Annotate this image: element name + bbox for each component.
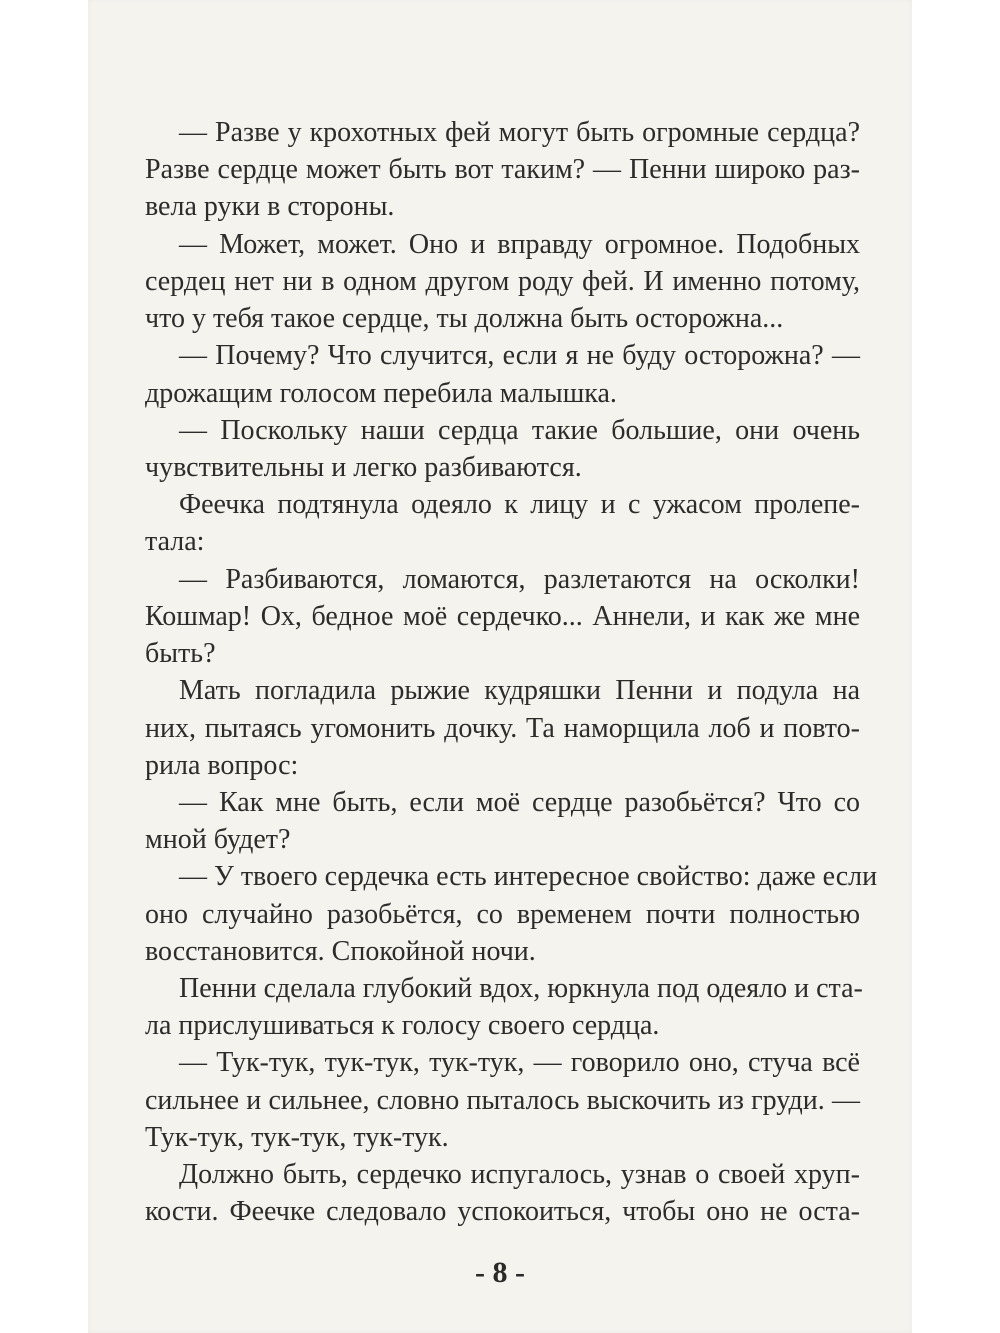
text-line: восстановится. Спокойной ночи. [145,935,536,967]
book-page [88,0,912,1333]
text-line: дрожащим голосом перебила малышка. [145,377,617,409]
text-line: — Может, может. Оно и вправду огромное. Подобных [179,228,860,260]
text-line: тала: [145,526,205,558]
text-line: рила вопрос: [145,749,299,781]
text-line: вела руки в стороны. [145,191,395,223]
text-line: мной будет? [145,824,291,856]
text-line: Пенни сделала глубокий вдох, юркнула под одеяло и ста- [179,973,863,1005]
text-line: — Тук-тук, тук-тук, тук-тук, — говорило оно, стуча всё [179,1047,860,1079]
text-line: Разве сердце может быть вот таким? — Пенни широко раз- [145,154,860,186]
text-line: сильнее и сильнее, словно пыталось выскочить из груди. — [145,1084,860,1116]
text-line: быть? [145,638,216,670]
text-line: кости. Феечке следовало успокоиться, чтобы оно не оста- [145,1196,860,1228]
text-line: — Почему? Что случится, если я не буду осторожна? — [179,340,860,372]
text-line: — Разбиваются, ломаются, разлетаются на осколки! [179,563,860,595]
text-line: — Разве у крохотных фей могут быть огромные сердца? [179,117,860,148]
text-line: Тук-тук, тук-тук, тук-тук. [145,1121,449,1153]
text-line: — У твоего сердечка есть интересное свойство: даже если [179,861,878,893]
text-line: Кошмар! Ох, бедное моё сердечко... Аннели, и как же мне [145,600,860,632]
text-line: них, пытаясь угомонить дочку. Та наморщила лоб и повто- [145,712,860,744]
text-line: Феечка подтянула одеяло к лицу и с ужасом пролепе- [179,489,860,521]
text-line: Должно быть, сердечко испугалось, узнав о своей хруп- [179,1159,860,1191]
text-line: — Как мне быть, если моё сердце разобьётся? Что со [179,786,860,818]
text-line: сердец нет ни в одном другом роду фей. И именно потому, [145,265,860,297]
text-line: чувствительны и легко разбиваются. [145,451,582,483]
text-line: — Поскольку наши сердца такие большие, они очень [179,414,860,446]
page-number: - 8 - [475,1256,525,1289]
page-body-text [145,114,878,1231]
text-line: оно случайно разобьётся, со временем почти полностью [145,898,860,930]
text-line: Мать погладила рыжие кудряшки Пенни и подула на [179,675,860,707]
text-line: что у тебя такое сердце, ты должна быть осторожна... [145,303,784,335]
text-line: ла прислушиваться к голосу своего сердца. [145,1010,660,1042]
